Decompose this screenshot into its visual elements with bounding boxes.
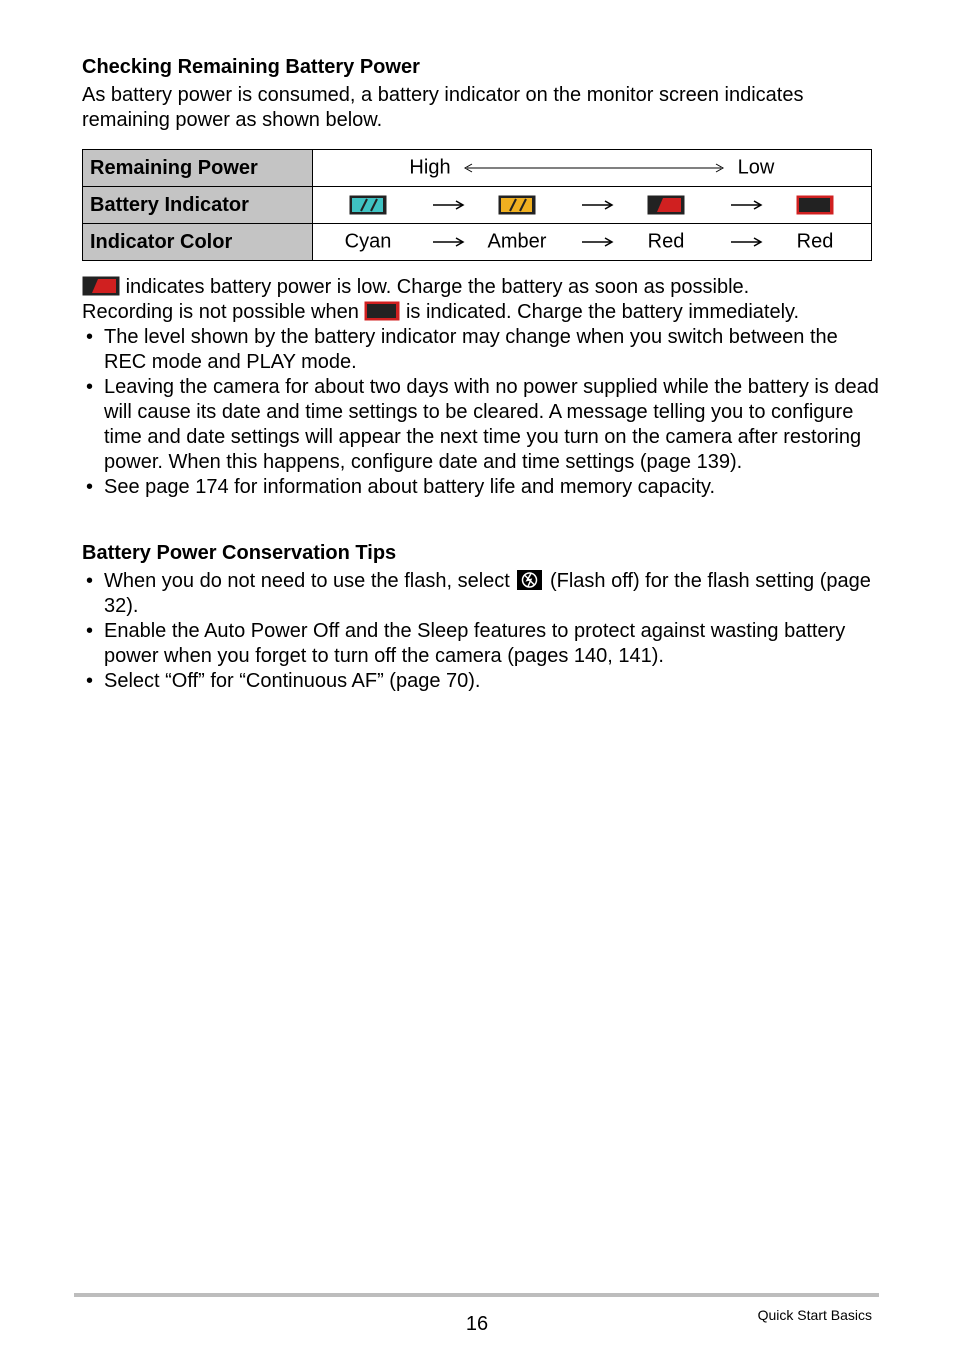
low-label: Low xyxy=(737,156,775,179)
section-title-conservation-tips: Battery Power Conservation Tips xyxy=(82,542,397,564)
row-header-indicator-color: Indicator Color xyxy=(83,224,313,261)
battery-bullet-list xyxy=(82,325,882,500)
low-battery-note-text: indicates battery power is low. Charge the battery as soon as possible. xyxy=(125,276,750,298)
row-header-remaining-power: Remaining Power xyxy=(83,150,313,187)
battery-indicator-table xyxy=(82,149,872,261)
list-item: • When you do not need to use the flash, select (Flash off) for the flash setting (page 32). xyxy=(86,570,871,617)
color-label-2: Amber xyxy=(487,230,547,253)
recording-note-after: is indicated. Charge the battery immediately. xyxy=(405,301,800,323)
arrow-right-icon xyxy=(582,200,614,210)
recording-note xyxy=(82,300,882,325)
intro-paragraph: As battery power is consumed, a battery indicator on the monitor screen indicates remaining power as shown below. xyxy=(82,84,804,131)
footer-divider xyxy=(74,1293,879,1297)
battery-low-red-icon xyxy=(82,276,120,296)
row-header-battery-indicator: Battery Indicator xyxy=(83,187,313,224)
page-number: 16 xyxy=(465,1313,489,1335)
color-label-1: Cyan xyxy=(344,230,392,253)
high-label: High xyxy=(409,156,451,179)
table-row-indicator-color xyxy=(83,224,872,261)
battery-low-red-icon xyxy=(647,195,685,215)
list-item: • See page 174 for information about battery life and memory capacity. xyxy=(86,476,716,498)
battery-medium-amber-icon xyxy=(498,195,536,215)
battery-full-cyan-icon xyxy=(349,195,387,215)
low-battery-note xyxy=(82,275,882,300)
high-to-low-arrow xyxy=(463,162,725,174)
chapter-label: Quick Start Basics xyxy=(757,1307,872,1323)
battery-empty-red-icon xyxy=(796,195,834,215)
section-title-battery-power: Checking Remaining Battery Power xyxy=(82,56,420,78)
battery-notes xyxy=(82,275,882,500)
list-item: • The level shown by the battery indicator may change when you switch between the REC mode and PLAY mode. xyxy=(86,326,838,373)
recording-note-before: Recording is not possible when xyxy=(82,301,359,323)
table-row-remaining-power xyxy=(83,150,872,187)
arrow-right-icon xyxy=(731,200,763,210)
battery-empty-red-icon xyxy=(364,301,400,321)
list-item: • Leaving the camera for about two days with no power supplied while the battery is dead will cause its date and time settings to be cleared. A message telling you to configure time and date settings will appear the next time you turn on the camera after restoring power. When this happens, configure date and time settings (page 139). xyxy=(86,376,879,473)
tips-list xyxy=(82,569,882,694)
arrow-right-icon xyxy=(433,200,465,210)
table-row-battery-indicator xyxy=(83,187,872,224)
arrow-right-icon xyxy=(582,237,614,247)
arrow-right-icon xyxy=(433,237,465,247)
list-item: • Enable the Auto Power Off and the Sleep features to protect against wasting battery power when you forget to turn off the camera (pages 140, 141). xyxy=(86,620,846,667)
list-item: • Select “Off” for “Continuous AF” (page 70). xyxy=(86,670,481,692)
arrow-right-icon xyxy=(731,237,763,247)
color-label-4: Red xyxy=(796,230,834,253)
flash-off-icon xyxy=(517,570,542,590)
color-label-3: Red xyxy=(647,230,685,253)
